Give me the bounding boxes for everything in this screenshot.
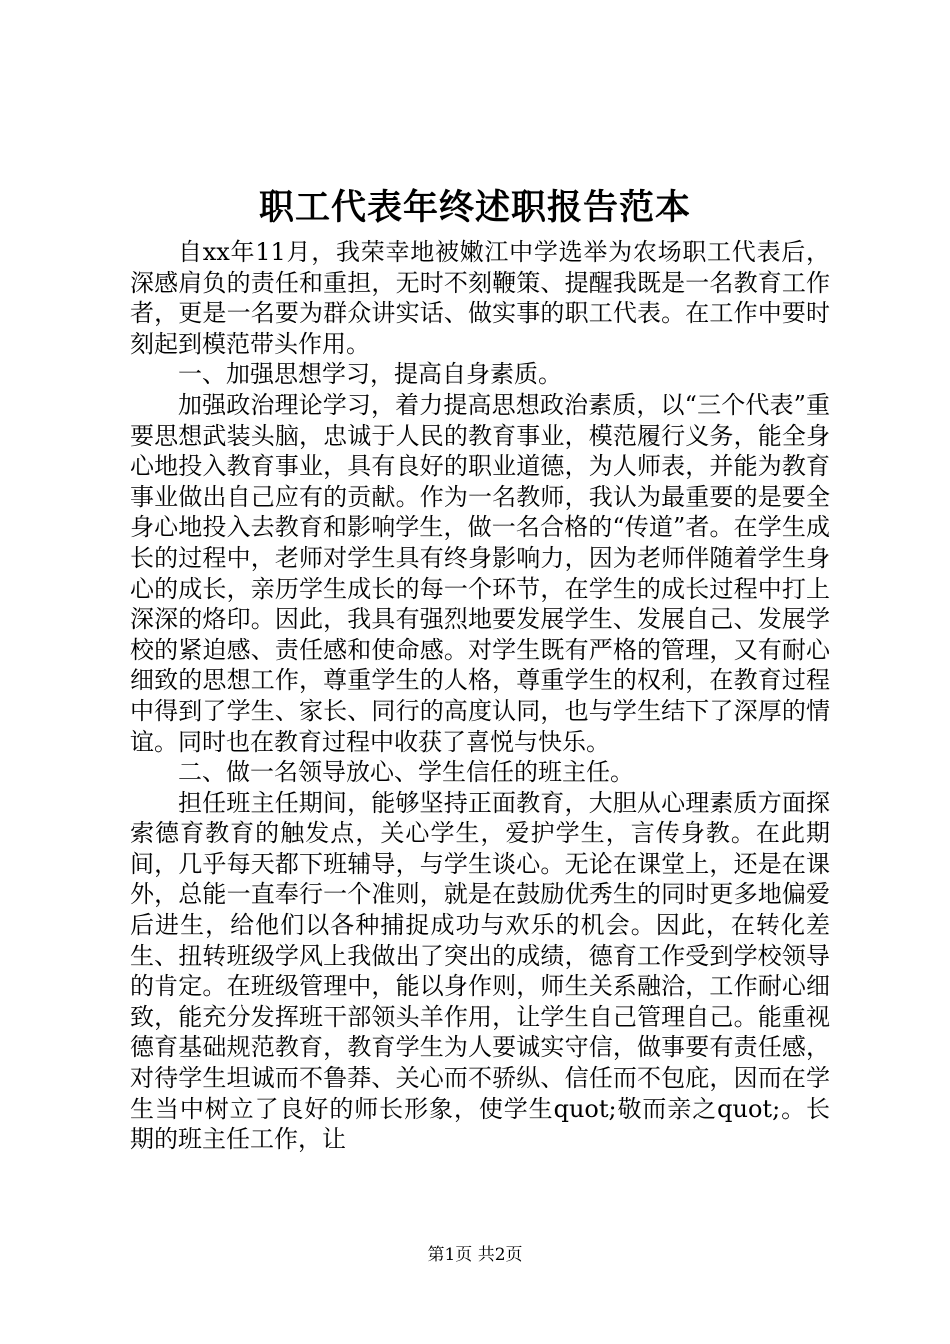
paragraph-section-1: 加强政治理论学习，着力提高思想政治素质，以“三个代表”重要思想武装头脑，忠诚于人民的教育事业，模范履行义务，能全身心地投入教育事业，具有良好的职业道德，为人师表，并能为教育事业做出自己应有的贡献。作为一名教师，我认为最重要的是要全身心地投入去教育和影响学生，做一名合格的“传道”者。在学生成长的过程中，老师对学生具有终身影响力，因为老师伴随着学生身心的成长，亲历学生成长的每一个环节，在学生的成长过程中打上深深的烙印。因此，我具有强烈地要发展学生、发展自己、发展学校的紧迫感、责任感和使命感。对学生既有严格的管理，又有耐心细致的思想工作，尊重学生的人格，尊重学生的权利，在教育过程中得到了学生、家长、同行的高度认同，也与学生结下了深厚的情谊。同时也在教育过程中收获了喜悦与快乐。 [130, 390, 830, 756]
document-body [130, 237, 830, 1155]
paragraph-section-2: 担任班主任期间，能够坚持正面教育，大胆从心理素质方面探索德育教育的触发点，关心学生，爱护学生，言传身教。在此期间，几乎每天都下班辅导，与学生谈心。无论在课堂上，还是在课外，总能一直奉行一个准则，就是在鼓励优秀生的同时更多地偏爱后进生，给他们以各种捕捉成功与欢乐的机会。因此，在转化差生、扭转班级学风上我做出了突出的成绩，德育工作受到学校领导的肯定。在班级管理中，能以身作则，师生关系融洽，工作耐心细致，能充分发挥班干部领头羊作用，让学生自己管理自己。能重视德育基础规范教育，教育学生为人要诚实守信，做事要有责任感，对待学生坦诚而不鲁莽、关心而不骄纵、信任而不包庇，因而在学生当中树立了良好的师长形象，使学生quot;敬而亲之quot;。长期的班主任工作，让 [130, 788, 830, 1154]
page-footer: 第1页 共2页 [427, 1245, 523, 1265]
paragraph-intro: 自xx年11月，我荣幸地被嫩江中学选举为农场职工代表后，深感肩负的责任和重担，无时不刻鞭策、提醒我既是一名教育工作者，更是一名要为群众讲实话、做实事的职工代表。在工作中要时刻起到模范带头作用。 [130, 238, 830, 358]
section-heading-1: 一、加强思想学习，提高自身素质。 [178, 360, 562, 389]
document-title: 职工代表年终述职报告范本 [258, 187, 691, 228]
section-heading-2: 二、做一名领导放心、学生信任的班主任。 [178, 758, 634, 787]
